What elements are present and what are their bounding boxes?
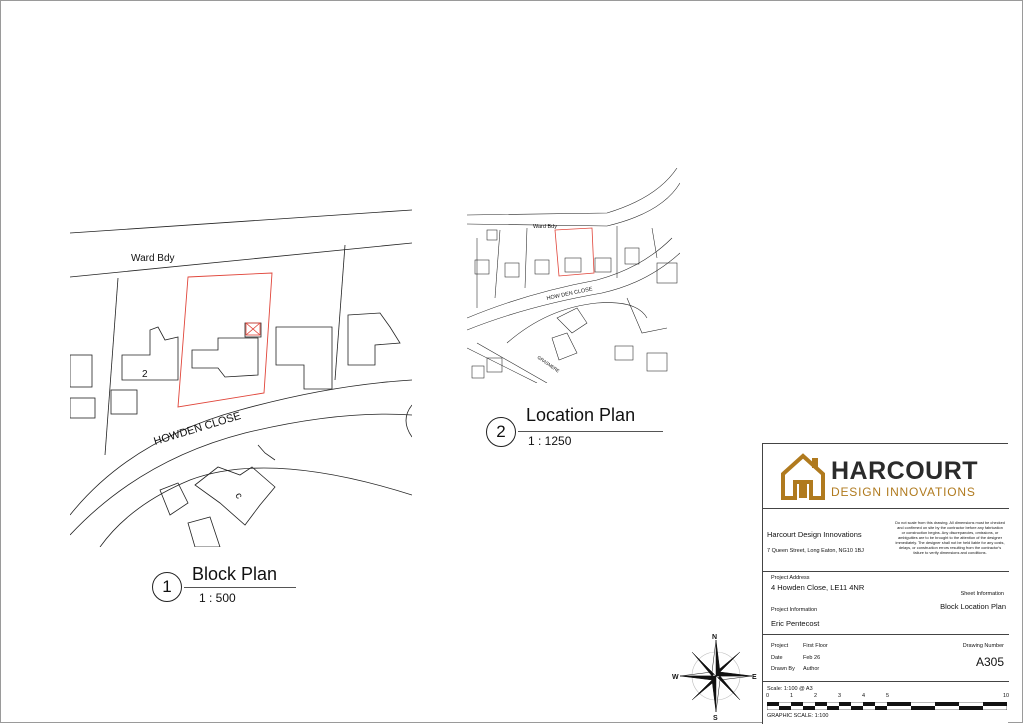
location-street-label: HOW DEN CLOSE xyxy=(546,286,594,302)
company-name: Harcourt Design Innovations xyxy=(767,530,862,539)
logo xyxy=(781,452,996,502)
block-street-label: HOWDEN CLOSE xyxy=(152,409,243,448)
scale-bar-graphic xyxy=(767,702,1007,710)
scale-tick-0: 0 xyxy=(766,693,770,699)
sheet-info: Block Location Plan xyxy=(940,602,1006,611)
block-plan-number: 1 xyxy=(162,577,172,596)
block-plan-drawing xyxy=(70,205,412,547)
location-plan-drawing xyxy=(467,168,680,383)
project-address: 4 Howden Close, LE11 4NR xyxy=(771,583,865,592)
compass-s: S xyxy=(713,715,718,720)
drawn-label: Drawn By xyxy=(771,666,795,672)
scale-tick-10: 10 xyxy=(1003,693,1010,699)
location-plan-scale: 1 : 1250 xyxy=(528,434,572,448)
scale-tick-3: 3 xyxy=(838,693,842,699)
location-plan-rule xyxy=(518,431,663,432)
block-ward-label: Ward Bdy xyxy=(131,253,175,264)
project-info-label: Project Information xyxy=(771,607,818,613)
house-logo-icon xyxy=(781,452,825,500)
block-plan-rule xyxy=(184,587,296,588)
project-value: First Floor xyxy=(803,643,828,649)
location-plan-number: 2 xyxy=(496,422,506,441)
logo-sub: DESIGN INNOVATIONS xyxy=(831,485,976,499)
logo-main: HARCOURT xyxy=(831,457,979,485)
project-address-label: Project Address xyxy=(771,575,810,581)
north-arrow-compass xyxy=(672,632,760,720)
compass-w: W xyxy=(672,674,679,681)
location-plan-number-circle xyxy=(486,417,516,447)
block-plot-2: 2 xyxy=(142,369,148,380)
project-info: Eric Pentecost xyxy=(771,619,820,628)
graphic-scale-bar xyxy=(766,693,1010,722)
scale-note: Scale: 1:100 @ A3 xyxy=(767,686,813,692)
block-plan-scale: 1 : 500 xyxy=(199,591,236,605)
location-street2-label: GRASMERE xyxy=(536,354,561,374)
location-plan-title: Location Plan xyxy=(526,405,636,425)
block-plan-title: Block Plan xyxy=(192,564,278,584)
date-value: Feb 26 xyxy=(803,655,821,661)
scale-tick-2: 2 xyxy=(814,693,818,699)
compass-n: N xyxy=(712,634,718,641)
drawing-number-label: Drawing Number xyxy=(962,643,1004,649)
scale-tick-1: 1 xyxy=(790,693,794,699)
block-plan-caption xyxy=(152,566,302,606)
location-ward-label: Ward Bdy xyxy=(533,224,557,230)
block-plot-c: c xyxy=(232,491,245,501)
scale-tick-5: 5 xyxy=(886,693,890,699)
drawn-value: Author xyxy=(803,666,820,672)
date-label: Date xyxy=(771,655,783,661)
location-plan-caption xyxy=(486,405,666,449)
graphic-scale-label: GRAPHIC SCALE: 1:100 xyxy=(767,713,829,719)
disclaimer: Do not scale from this drawing. All dimensions must be checked and confirmed on site by the contractor before any fabrication or construction begins. Any discrepancies, omissions, or ambiguities are to be brought to the attention of the designer immediately. The designer shall not be held liable for any costs, delays, or construction errors resulting from the contractor's failure to verify dimensions and conditions. xyxy=(895,520,1005,555)
title-block xyxy=(762,443,1008,724)
company-address: 7 Queen Street, Long Eaton, NG10 1BJ xyxy=(767,548,864,554)
sheet-info-label: Sheet Information xyxy=(960,591,1004,597)
drawing-number: A305 xyxy=(975,655,1004,669)
compass-e: E xyxy=(752,674,757,681)
project-label: Project xyxy=(771,643,789,649)
scale-tick-4: 4 xyxy=(862,693,866,699)
block-plan-number-circle xyxy=(152,572,182,602)
